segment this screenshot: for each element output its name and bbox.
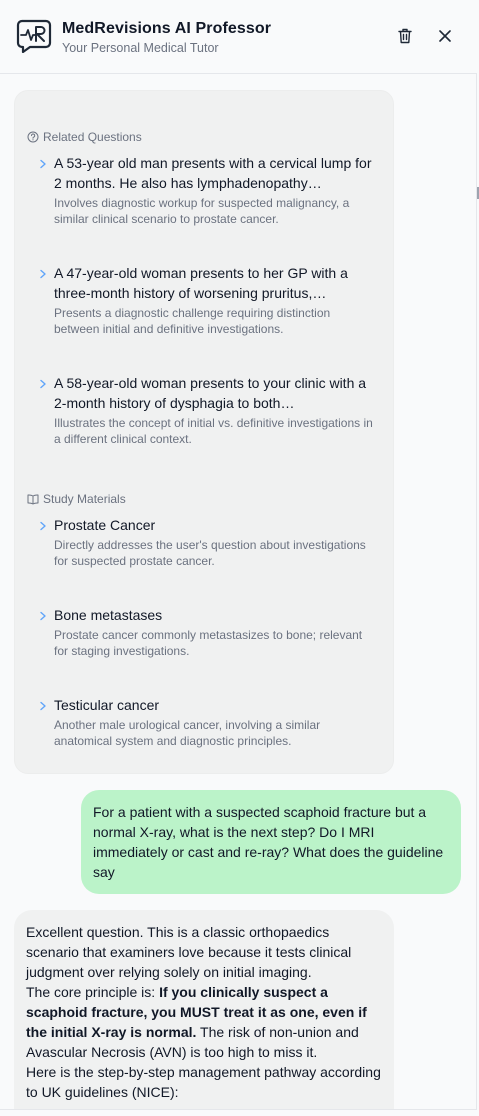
app-title: MedRevisions AI Professor <box>62 20 272 37</box>
study-materials-heading <box>27 492 126 506</box>
study-material-item[interactable] <box>39 605 373 659</box>
trash-icon <box>398 28 412 44</box>
item-description: Directly addresses the user's question about investigations for suspected prostate cancer. <box>54 538 366 568</box>
item-description: Prostate cancer commonly metastasizes to bone; relevant for staging investigations. <box>54 628 363 658</box>
study-material-item[interactable] <box>39 515 373 569</box>
ai-text: The risk of non-union and Avascular Necrosis (AVN) is too high to miss it. <box>26 1024 359 1060</box>
chat-header <box>0 0 477 74</box>
chevron-right-icon <box>39 269 47 279</box>
study-material-item[interactable] <box>39 695 373 749</box>
related-question-item[interactable] <box>39 263 373 337</box>
ai-message-bubble <box>14 910 394 1109</box>
item-title: A 47-year-old woman presents to her GP with a three-month history of worsening pruritus,… <box>54 265 348 301</box>
suggestions-card <box>14 90 394 774</box>
input-area-edge <box>0 1109 477 1116</box>
chat-scroll-area[interactable] <box>0 75 477 1109</box>
chevron-right-icon <box>39 611 47 621</box>
question-circle-icon <box>27 131 39 143</box>
item-title: Bone metastases <box>54 607 163 623</box>
ai-paragraph <box>26 982 382 1062</box>
item-description: Another male urological cancer, involving a similar anatomical system and diagnostic principles. <box>54 718 321 748</box>
section-label: Study Materials <box>43 492 126 506</box>
app-subtitle: Your Personal Medical Tutor <box>62 41 219 55</box>
chevron-right-icon <box>39 159 47 169</box>
item-description: Presents a diagnostic challenge requiring distinction between initial and definitive investigations. <box>54 306 331 336</box>
ai-paragraph: Excellent question. This is a classic orthopaedics scenario that examiners love because it tests clinical judgment over relying solely on initial imaging. <box>26 924 352 980</box>
close-icon <box>439 30 451 42</box>
related-question-item[interactable] <box>39 153 373 227</box>
book-icon <box>27 493 39 505</box>
ai-bold-text: If you clinically suspect a scaphoid fracture, you MUST treat it as one, even if the initial X-ray is normal. <box>26 984 367 1040</box>
related-questions-heading <box>27 130 142 144</box>
item-title: A 53-year old man presents with a cervical lump for 2 months. He also has lymphadenopathy… <box>54 155 372 191</box>
chevron-right-icon <box>39 379 47 389</box>
close-button[interactable] <box>435 26 455 46</box>
item-description: Illustrates the concept of initial vs. definitive investigations in a different clinical context. <box>54 416 373 446</box>
ai-paragraph: Here is the step-by-step management pathway according to UK guidelines (NICE): <box>26 1064 381 1100</box>
item-description: Involves diagnostic workup for suspected malignancy, a similar clinical scenario to prostate cancer. <box>54 196 350 226</box>
chevron-right-icon <box>39 521 47 531</box>
item-title: A 58-year-old woman presents to your clinic with a 2-month history of dysphagia to both… <box>54 375 367 411</box>
item-title: Testicular cancer <box>54 697 160 713</box>
logo-icon <box>16 19 52 53</box>
clear-chat-button[interactable] <box>395 26 415 46</box>
related-question-item[interactable] <box>39 373 373 447</box>
ai-text: The core principle is: <box>26 984 160 1000</box>
section-label: Related Questions <box>43 130 142 144</box>
user-message-bubble: For a patient with a suspected scaphoid fracture but a normal X-ray, what is the next step? Do I MRI immediately or cast and re-ray? What does the guideline say <box>81 790 461 894</box>
item-title: Prostate Cancer <box>54 517 156 533</box>
chevron-right-icon <box>39 701 47 711</box>
